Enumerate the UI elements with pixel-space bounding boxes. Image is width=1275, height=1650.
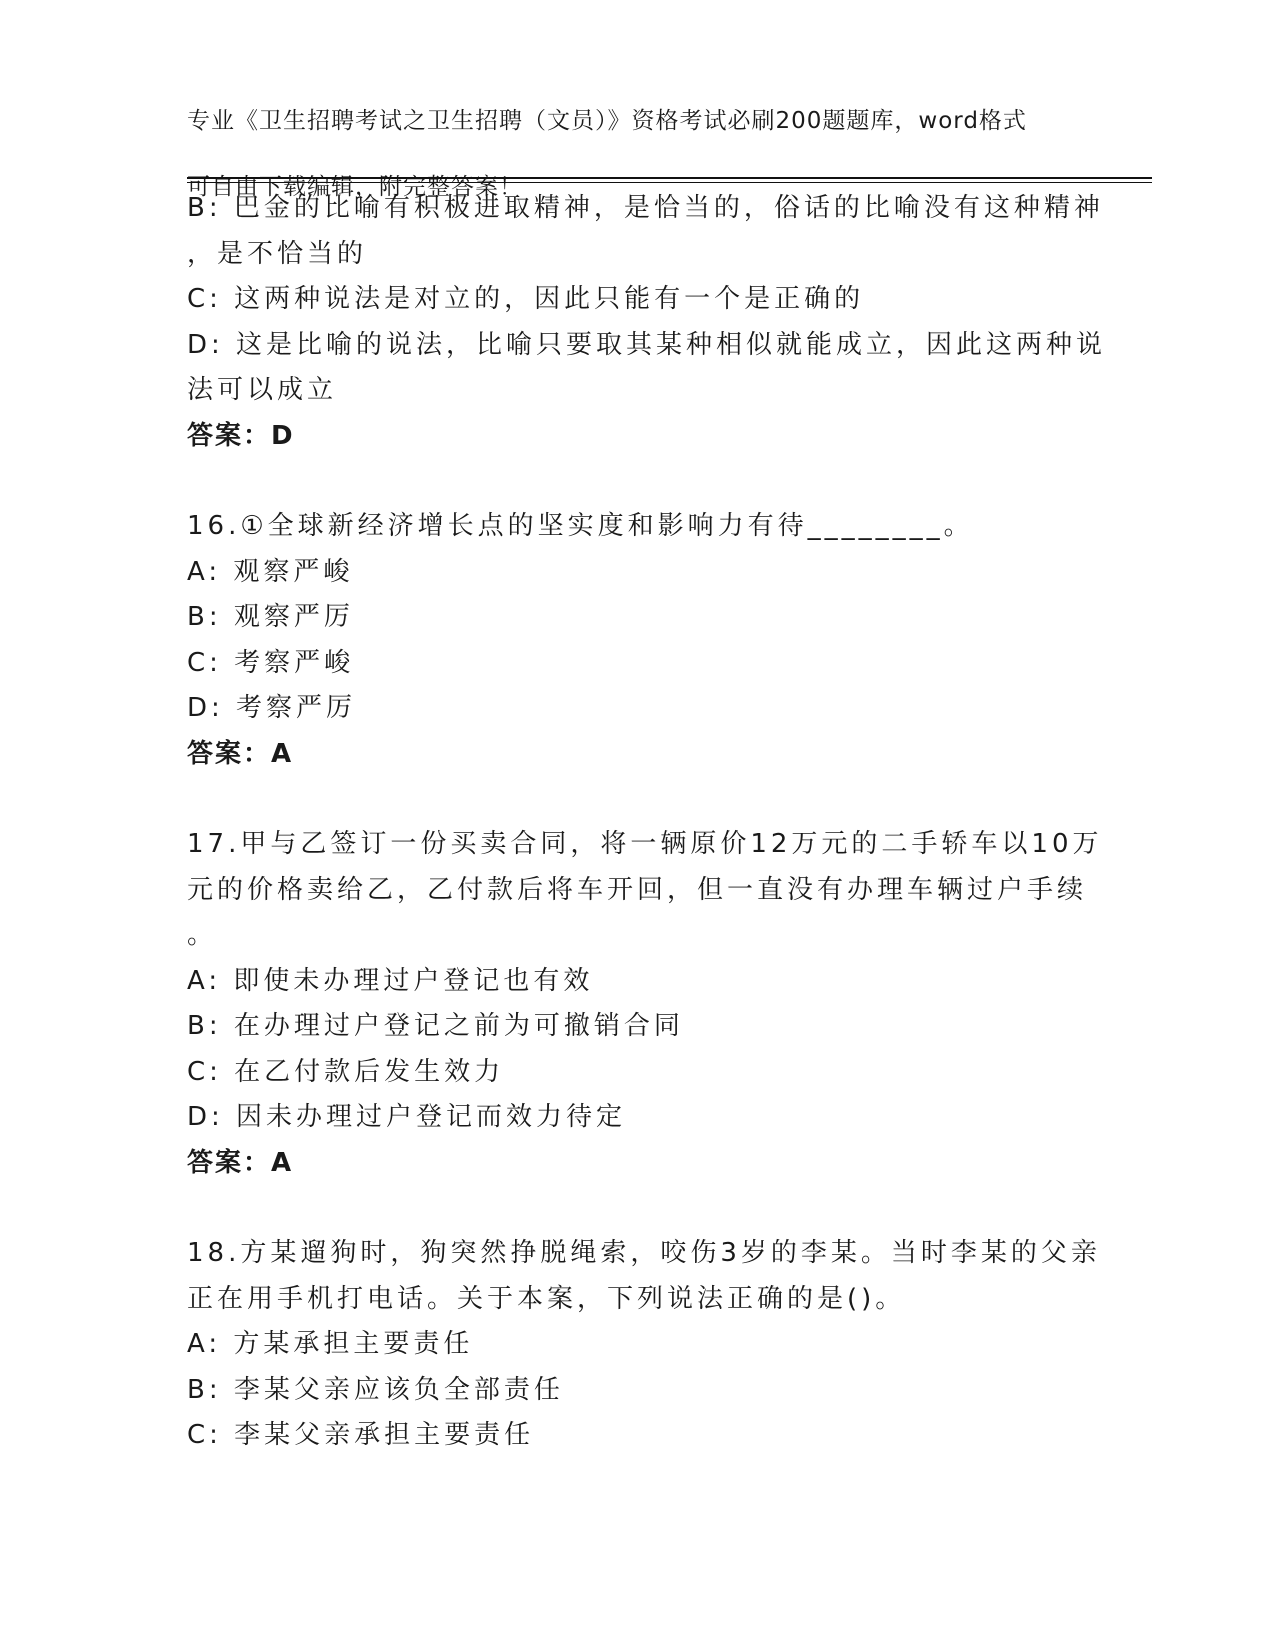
question-18-block xyxy=(187,1231,1101,1459)
q18-option-b: B: 李某父亲应该负全部责任 xyxy=(187,1374,564,1405)
q15-option-c: C: 这两种说法是对立的，因此只能有一个是正确的 xyxy=(187,284,865,314)
question-17-block xyxy=(187,822,1103,1186)
header-rule-thin xyxy=(187,182,1152,183)
spacer xyxy=(187,777,1087,822)
q18-option-a: A: 方某承担主要责任 xyxy=(187,1329,474,1359)
spacer xyxy=(187,459,1087,504)
header-rule-thick xyxy=(187,177,1152,179)
q16-answer: 答案：A xyxy=(187,738,294,769)
q15-option-b-line-1: B: 巴金的比喻有积极进取精神，是恰当的，俗话的比喻没有这种精神 xyxy=(187,193,1104,223)
spacer xyxy=(187,1186,1087,1231)
q15-option-d-line-1: D: 这是比喻的说法，比喻只要取其某种相似就能成立，因此这两种说 xyxy=(187,329,1107,360)
q17-option-b: B: 在办理过户登记之前为可撤销合同 xyxy=(187,1011,684,1041)
q16-option-b: B: 观察严厉 xyxy=(187,602,354,632)
question-16-block xyxy=(187,504,1087,777)
q17-question-line-3: 。 xyxy=(187,920,218,950)
question-15-block xyxy=(187,186,1107,459)
q17-option-d: D: 因未办理过户登记而效力待定 xyxy=(187,1102,627,1132)
question-content xyxy=(187,186,1107,1459)
q17-question-line-2: 元的价格卖给乙，乙付款后将车开回，但一直没有办理车辆过户手续 xyxy=(187,874,1088,905)
q17-option-a: A: 即使未办理过户登记也有效 xyxy=(187,965,594,996)
q17-option-c: C: 在乙付款后发生效力 xyxy=(187,1056,505,1087)
q18-question-line-1: 18.方某遛狗时，狗突然挣脱绳索，咬伤3岁的李某。当时李某的父亲 xyxy=(187,1238,1101,1268)
q16-option-d: D: 考察严厉 xyxy=(187,693,357,723)
q15-answer: 答案：D xyxy=(187,420,295,451)
q16-question: 16.①全球新经济增长点的坚实度和影响力有待________。 xyxy=(187,511,974,541)
q18-option-c: C: 李某父亲承担主要责任 xyxy=(187,1420,535,1450)
q15-option-d-line-2: 法可以成立 xyxy=(187,375,338,405)
q18-question-line-2: 正在用手机打电话。关于本案，下列说法正确的是()。 xyxy=(187,1283,906,1314)
q15-option-b-line-2: ，是不恰当的 xyxy=(187,238,368,269)
q16-option-c: C: 考察严峻 xyxy=(187,647,355,678)
q17-answer: 答案：A xyxy=(187,1147,294,1178)
header-line-1: 专业《卫生招聘考试之卫生招聘（文员）》资格考试必刷200题题库，word格式 xyxy=(187,108,1027,134)
q16-option-a: A: 观察严峻 xyxy=(187,556,354,587)
header-line-2: 可自由下载编辑，附完整答案！ xyxy=(187,174,523,200)
q17-question-line-1: 17.甲与乙签订一份买卖合同，将一辆原价12万元的二手轿车以10万 xyxy=(187,829,1103,859)
